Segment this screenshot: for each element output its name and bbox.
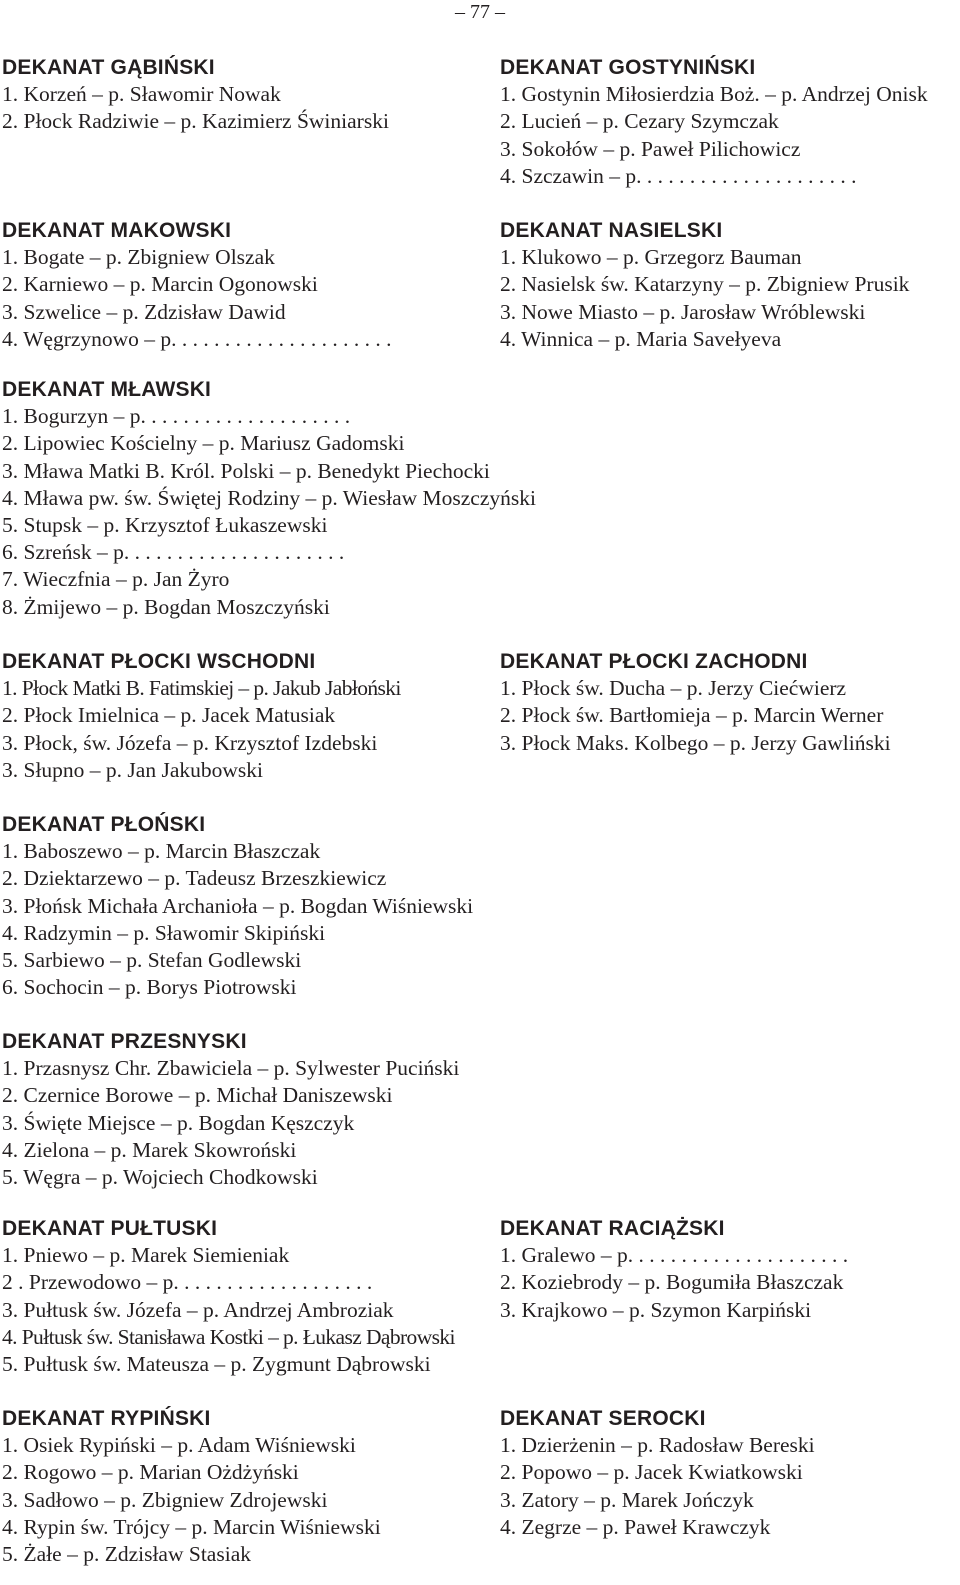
list-item: 1. Baboszewo – p. Marcin Błaszczak <box>2 839 321 864</box>
list-item: 3. Zatory – p. Marek Jończyk <box>500 1487 754 1512</box>
list-item: 3. Krajkowo – p. Szymon Karpiński <box>500 1297 812 1322</box>
list-item: 5. Stupsk – p. Krzysztof Łukaszewski <box>2 513 328 538</box>
list-item: 3. Płock, św. Józefa – p. Krzysztof Izdebski <box>2 730 378 755</box>
deanery-raciazski <box>500 1215 848 1324</box>
deanery-mlawski <box>2 376 536 621</box>
list-item: 4. Pułtusk św. Stanisława Kostki – p. Łukasz Dąbrowski <box>2 1324 455 1349</box>
list-item: 1. Płock św. Ducha – p. Jerzy Ciećwierz <box>500 676 847 701</box>
deanery-plonski <box>2 811 473 1001</box>
list-item: 3. Pułtusk św. Józefa – p. Andrzej Ambroziak <box>2 1297 394 1322</box>
list-item: 8. Żmijewo – p. Bogdan Moszczyński <box>2 594 330 619</box>
list-item: 2. Popowo – p. Jacek Kwiatkowski <box>500 1460 803 1485</box>
section-heading: DEKANAT SEROCKI <box>500 1407 706 1430</box>
list-item: 1. Korzeń – p. Sławomir Nowak <box>2 82 281 107</box>
list-item: 3. Święte Miejsce – p. Bogdan Kęszczyk <box>2 1110 355 1135</box>
list-item: 3. Sokołów – p. Paweł Pilichowicz <box>500 136 801 161</box>
list-item: 2. Karniewo – p. Marcin Ogonowski <box>2 272 318 297</box>
list-item: 3. Płońsk Michała Archanioła – p. Bogdan Wiśniewski <box>2 893 474 918</box>
list-item: 2. Płock św. Bartłomieja – p. Marcin Werner <box>500 703 884 728</box>
list-item: 4. Winnica – p. Maria Savełyeva <box>500 326 782 351</box>
section-heading: DEKANAT MAKOWSKI <box>2 219 232 242</box>
list-item: 4. Rypin św. Trójcy – p. Marcin Wiśniewski <box>2 1514 381 1539</box>
list-item: 2 . Przewodowo – p. . . . . . . . . . . . . . . . . . . <box>2 1270 373 1295</box>
list-item: 3. Szwelice – p. Zdzisław Dawid <box>2 299 286 324</box>
section-heading: DEKANAT RYPIŃSKI <box>2 1407 211 1430</box>
deanery-gabinski <box>2 54 389 136</box>
list-item: 4. Zegrze – p. Paweł Krawczyk <box>500 1514 771 1539</box>
list-item: 2. Czernice Borowe – p. Michał Daniszewski <box>2 1083 393 1108</box>
list-item: 1. Płock Matki B. Fatimskiej – p. Jakub Jabłoński <box>2 676 401 701</box>
deanery-pultuski <box>2 1215 455 1378</box>
list-item: 1. Bogurzyn – p. . . . . . . . . . . . . . . . . . . . <box>2 404 351 429</box>
section-heading: DEKANAT NASIELSKI <box>500 219 723 242</box>
section-heading: DEKANAT PRZESNYSKI <box>2 1030 247 1053</box>
list-item: 3. Słupno – p. Jan Jakubowski <box>2 757 263 782</box>
deanery-serocki <box>500 1405 815 1541</box>
section-heading: DEKANAT PUŁTUSKI <box>2 1217 218 1240</box>
list-item: 1. Bogate – p. Zbigniew Olszak <box>2 245 275 270</box>
section-heading: DEKANAT PŁOCKI ZACHODNI <box>500 650 808 673</box>
list-item: 3. Nowe Miasto – p. Jarosław Wróblewski <box>500 299 866 324</box>
section-heading: DEKANAT GOSTYNIŃSKI <box>500 56 756 79</box>
section-heading: DEKANAT PŁOCKI WSCHODNI <box>2 650 316 673</box>
list-item: 3. Płock Maks. Kolbego – p. Jerzy Gawliński <box>500 730 891 755</box>
list-item: 2. Płock Radziwie – p. Kazimierz Świniarski <box>2 109 389 134</box>
list-item: 1. Klukowo – p. Grzegorz Bauman <box>500 245 802 270</box>
list-item: 4. Szczawin – p. . . . . . . . . . . . . . . . . . . . . <box>500 163 857 188</box>
deanery-plocki-wschodni <box>2 648 401 784</box>
deanery-przesnyski <box>2 1028 459 1191</box>
deanery-makowski <box>2 217 392 353</box>
list-item: 6. Sochocin – p. Borys Piotrowski <box>2 975 297 1000</box>
section-heading: DEKANAT GĄBIŃSKI <box>2 56 215 79</box>
list-item: 2. Rogowo – p. Marian Ożdżyński <box>2 1460 299 1485</box>
list-item: 1. Osiek Rypiński – p. Adam Wiśniewski <box>2 1433 356 1458</box>
list-item: 2. Lucień – p. Cezary Szymczak <box>500 109 779 134</box>
list-item: 7. Wieczfnia – p. Jan Żyro <box>2 567 230 592</box>
list-item: 4. Zielona – p. Marek Skowroński <box>2 1137 297 1162</box>
list-item: 3. Sadłowo – p. Zbigniew Zdrojewski <box>2 1487 328 1512</box>
page-number: – 77 – <box>455 1 505 23</box>
list-item: 6. Szreńsk – p. . . . . . . . . . . . . . . . . . . . . <box>2 540 345 565</box>
list-item: 3. Mława Matki B. Król. Polski – p. Benedykt Piechocki <box>2 458 490 483</box>
deanery-rypinski <box>2 1405 381 1568</box>
list-item: 1. Pniewo – p. Marek Siemieniak <box>2 1243 290 1268</box>
list-item: 5. Węgra – p. Wojciech Chodkowski <box>2 1165 318 1190</box>
deanery-plocki-zachodni <box>500 648 891 757</box>
list-item: 1. Gralewo – p. . . . . . . . . . . . . . . . . . . . . <box>500 1243 849 1268</box>
deanery-gostyninski <box>500 54 928 190</box>
list-item: 5. Pułtusk św. Mateusza – p. Zygmunt Dąbrowski <box>2 1352 431 1377</box>
section-heading: DEKANAT MŁAWSKI <box>2 378 212 401</box>
list-item: 1. Gostynin Miłosierdzia Boż. – p. Andrzej Onisk <box>500 82 928 107</box>
deanery-nasielski <box>500 217 909 353</box>
section-heading: DEKANAT RACIĄŻSKI <box>500 1217 725 1240</box>
list-item: 5. Sarbiewo – p. Stefan Godlewski <box>2 948 302 973</box>
list-item: 1. Przasnysz Chr. Zbawiciela – p. Sylwester Puciński <box>2 1056 460 1081</box>
list-item: 2. Nasielsk św. Katarzyny – p. Zbigniew Prusik <box>500 272 910 297</box>
list-item: 2. Płock Imielnica – p. Jacek Matusiak <box>2 703 336 728</box>
list-item: 5. Żałe – p. Zdzisław Stasiak <box>2 1542 251 1567</box>
list-item: 2. Dziektarzewo – p. Tadeusz Brzeszkiewicz <box>2 866 387 891</box>
list-item: 2. Lipowiec Kościelny – p. Mariusz Gadomski <box>2 431 405 456</box>
section-heading: DEKANAT PŁOŃSKI <box>2 813 206 836</box>
list-item: 4. Mława pw. św. Świętej Rodziny – p. Wiesław Moszczyński <box>2 485 536 510</box>
list-item: 4. Radzymin – p. Sławomir Skipiński <box>2 920 326 945</box>
list-item: 4. Węgrzynowo – p. . . . . . . . . . . . . . . . . . . . . <box>2 326 392 351</box>
list-item: 2. Koziebrody – p. Bogumiła Błaszczak <box>500 1270 844 1295</box>
list-item: 1. Dzierżenin – p. Radosław Bereski <box>500 1433 815 1458</box>
